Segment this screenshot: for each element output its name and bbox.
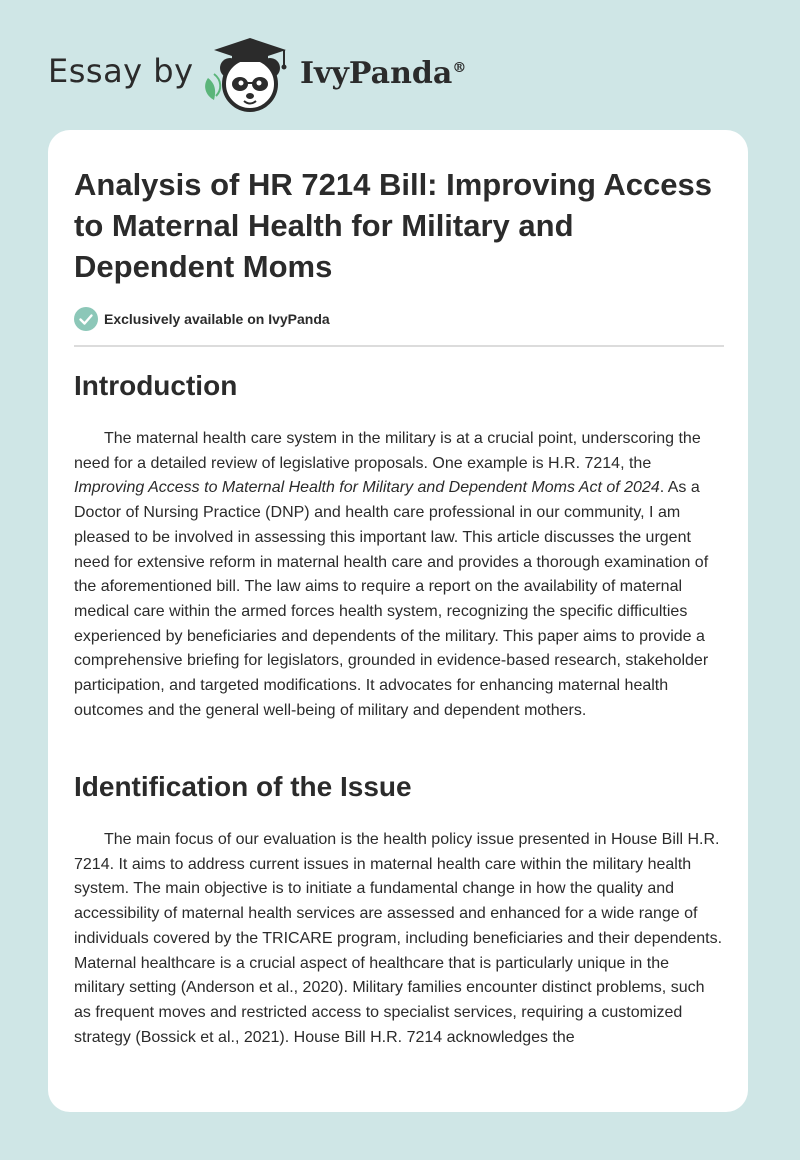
title-divider [74, 345, 724, 347]
article-card [48, 130, 748, 1112]
panda-graduate-icon[interactable] [200, 34, 296, 114]
brand-name[interactable]: IvyPanda® [300, 56, 467, 91]
bill-title-italic: Improving Access to Maternal Health for Military and Dependent Moms Act of 2024 [74, 479, 660, 497]
exclusive-badge-label: Exclusively available on IvyPanda [104, 311, 330, 327]
page-title: Analysis of HR 7214 Bill: Improving Access to Maternal Health for Military and Dependent Moms [74, 167, 713, 284]
section-paragraph-identification: The main focus of our evaluation is the health policy issue presented in House Bill H.R. 7214. It aims to address current issues in maternal health care within the military health system. The main objective is to initiate a fundamental change in how the quality and accessibility of maternal health services are assessed and enhanced for a wide range of individuals covered by the TRICARE program, including beneficiaries and their dependents. Maternal healthcare is a crucial aspect of healthcare that is particularly unique in the military setting (Anderson et al., 2020). Military families encounter distinct problems, such as frequent moves and restricted access to specialist services, requiring a customized strategy (Bossick et al., 2021). House Bill H.R. 7214 acknowledges the [74, 831, 723, 1046]
section-heading-introduction: Introduction [74, 370, 238, 401]
check-circle-icon [74, 307, 98, 331]
site-header [0, 0, 800, 120]
registered-mark: ® [452, 60, 467, 76]
exclusive-badge [74, 306, 330, 332]
section-heading-identification: Identification of the Issue [74, 771, 412, 802]
section-paragraph-introduction: The maternal health care system in the military is at a crucial point, underscoring the need for a detailed review of legislative proposals. One example is H.R. 7214, the Improving Access to Maternal Health for Military and Dependent Moms Act of 2024. As a Doctor of Nursing Practice (DNP) and health care professional in our community, I am pleased to be involved in assessing this important law. This article discusses the urgent need for extensive reform in maternal health care and provides a thorough examination of the aforementioned bill. The law aims to require a report on the availability of maternal medical care within the armed forces health system, recognizing the specific difficulties experienced by beneficiaries and dependents of the military. This paper aims to provide a comprehensive briefing for legislators, grounded in evidence-based research, stakeholder participation, and targeted modifications. It advocates for enhancing maternal health outcomes and the general well-being of military and dependent mothers. [74, 430, 709, 719]
brand-prefix: Essay by [48, 52, 194, 90]
